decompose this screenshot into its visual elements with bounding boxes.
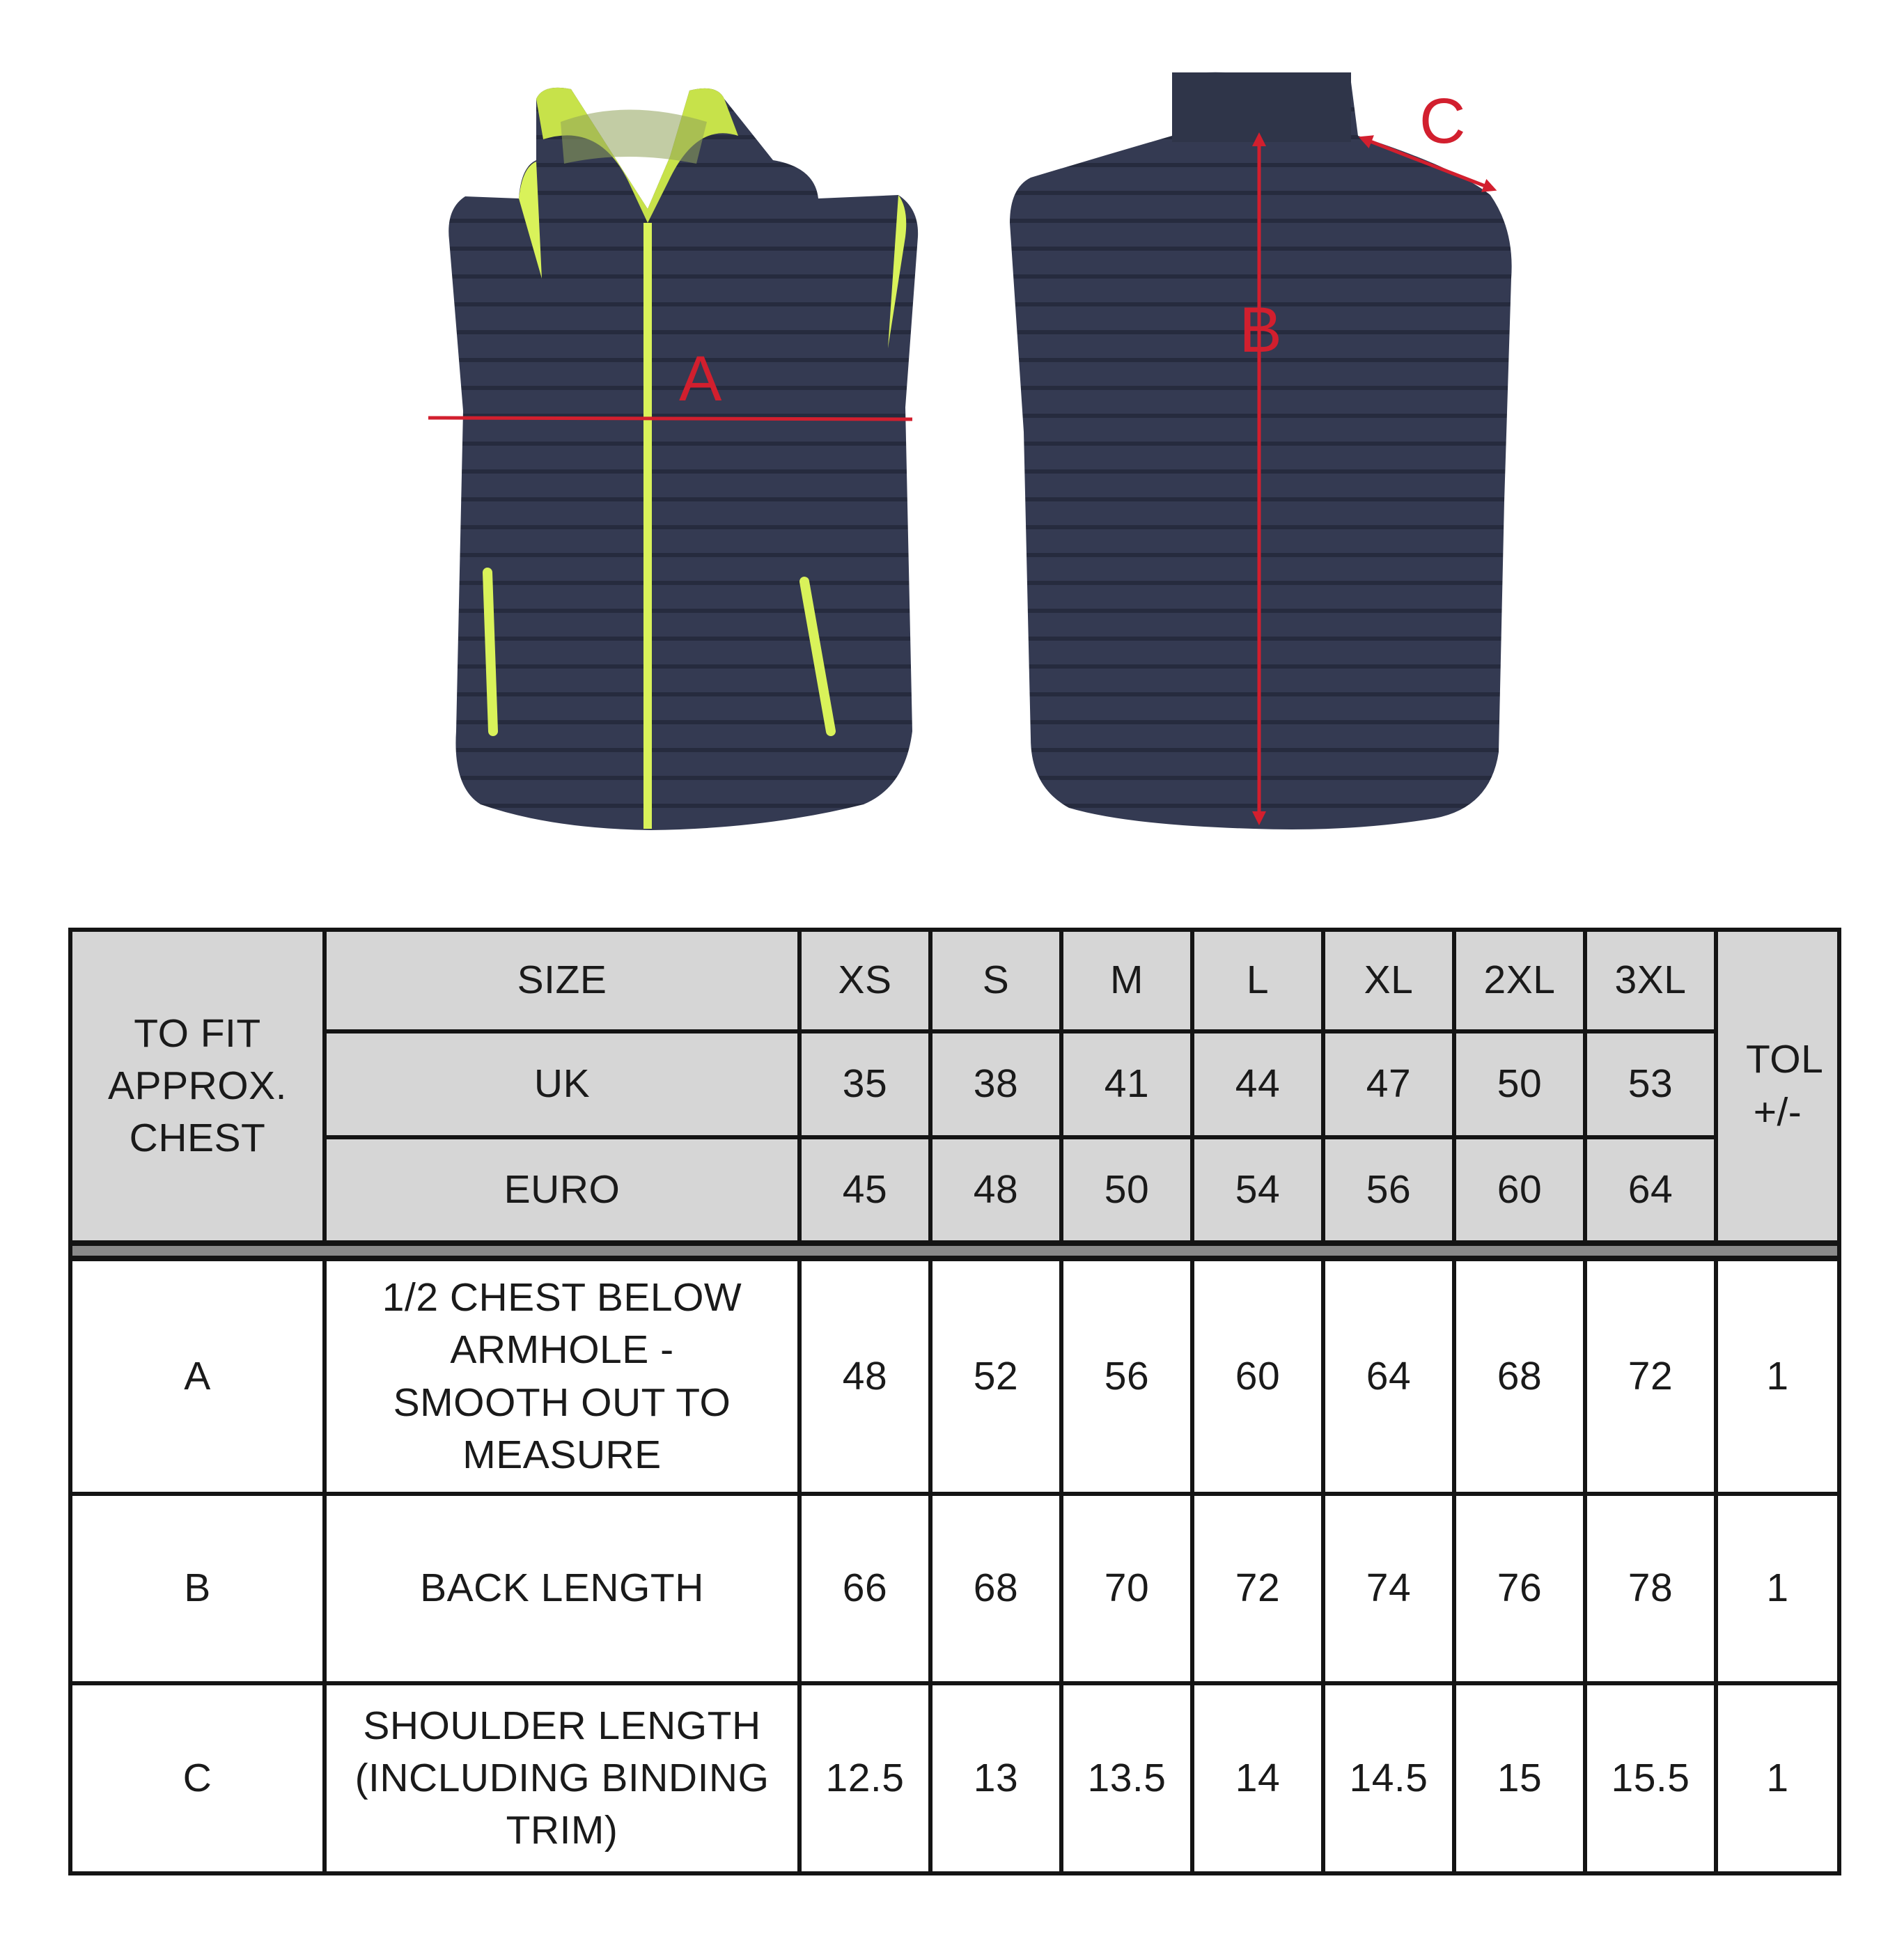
measurement-row-b: [70, 1494, 1839, 1683]
row-code: C: [70, 1683, 325, 1873]
marker-a: A: [679, 343, 722, 414]
uk-label: UK: [325, 1031, 799, 1137]
row-tolerance: 1: [1716, 1258, 1839, 1494]
value-3xl: 78: [1585, 1494, 1716, 1683]
uk-s: 38: [930, 1031, 1061, 1137]
value-3xl: 15.5: [1585, 1683, 1716, 1873]
euro-xl: 56: [1323, 1137, 1454, 1243]
euro-l: 54: [1192, 1137, 1323, 1243]
measure-line-a: [428, 418, 912, 419]
euro-xs: 45: [799, 1137, 930, 1243]
row-code: B: [70, 1494, 325, 1683]
row-description: 1/2 CHEST BELOW ARMHOLE - SMOOTH OUT TO MEASURE: [325, 1258, 799, 1494]
value-xs: 48: [799, 1258, 930, 1494]
uk-m: 41: [1061, 1031, 1192, 1137]
value-2xl: 76: [1454, 1494, 1585, 1683]
euro-label: EURO: [325, 1137, 799, 1243]
uk-row: [70, 1031, 1839, 1137]
size-s: S: [930, 930, 1061, 1031]
value-3xl: 72: [1585, 1258, 1716, 1494]
measurement-row-a: [70, 1258, 1839, 1494]
value-2xl: 15: [1454, 1683, 1585, 1873]
value-xl: 64: [1323, 1258, 1454, 1494]
row-tolerance: 1: [1716, 1494, 1839, 1683]
value-xs: 12.5: [799, 1683, 930, 1873]
size-m: M: [1061, 930, 1192, 1031]
vest-back-image: [1010, 72, 1512, 829]
measurement-row-c: [70, 1683, 1839, 1873]
header-divider: [70, 1243, 1839, 1258]
value-l: 72: [1192, 1494, 1323, 1683]
value-l: 60: [1192, 1258, 1323, 1494]
uk-xl: 47: [1323, 1031, 1454, 1137]
size-row: [70, 930, 1839, 1031]
size-chart-table: [68, 928, 1841, 1875]
marker-b: B: [1239, 295, 1282, 366]
euro-2xl: 60: [1454, 1137, 1585, 1243]
size-3xl: 3XL: [1585, 930, 1716, 1031]
value-m: 70: [1061, 1494, 1192, 1683]
value-xl: 14.5: [1323, 1683, 1454, 1873]
value-2xl: 68: [1454, 1258, 1585, 1494]
value-m: 56: [1061, 1258, 1192, 1494]
value-l: 14: [1192, 1683, 1323, 1873]
euro-row: [70, 1137, 1839, 1243]
uk-l: 44: [1192, 1031, 1323, 1137]
row-description: BACK LENGTH: [325, 1494, 799, 1683]
size-header: SIZE: [325, 930, 799, 1031]
value-m: 13.5: [1061, 1683, 1192, 1873]
tolerance-header: TOL +/-: [1716, 930, 1839, 1243]
size-xl: XL: [1323, 930, 1454, 1031]
size-xs: XS: [799, 930, 930, 1031]
row-code: A: [70, 1258, 325, 1494]
row-tolerance: 1: [1716, 1683, 1839, 1873]
value-s: 13: [930, 1683, 1061, 1873]
to-fit-approx-chest-header: TO FIT APPROX. CHEST: [70, 930, 325, 1243]
value-xl: 74: [1323, 1494, 1454, 1683]
value-s: 68: [930, 1494, 1061, 1683]
row-description: SHOULDER LENGTH (INCLUDING BINDING TRIM): [325, 1683, 799, 1873]
uk-2xl: 50: [1454, 1031, 1585, 1137]
product-illustration: [0, 0, 1904, 898]
euro-s: 48: [930, 1137, 1061, 1243]
size-l: L: [1192, 930, 1323, 1031]
vest-front-image: [428, 88, 918, 830]
uk-xs: 35: [799, 1031, 930, 1137]
marker-c: C: [1419, 86, 1466, 157]
value-s: 52: [930, 1258, 1061, 1494]
uk-3xl: 53: [1585, 1031, 1716, 1137]
size-2xl: 2XL: [1454, 930, 1585, 1031]
euro-3xl: 64: [1585, 1137, 1716, 1243]
value-xs: 66: [799, 1494, 930, 1683]
euro-m: 50: [1061, 1137, 1192, 1243]
